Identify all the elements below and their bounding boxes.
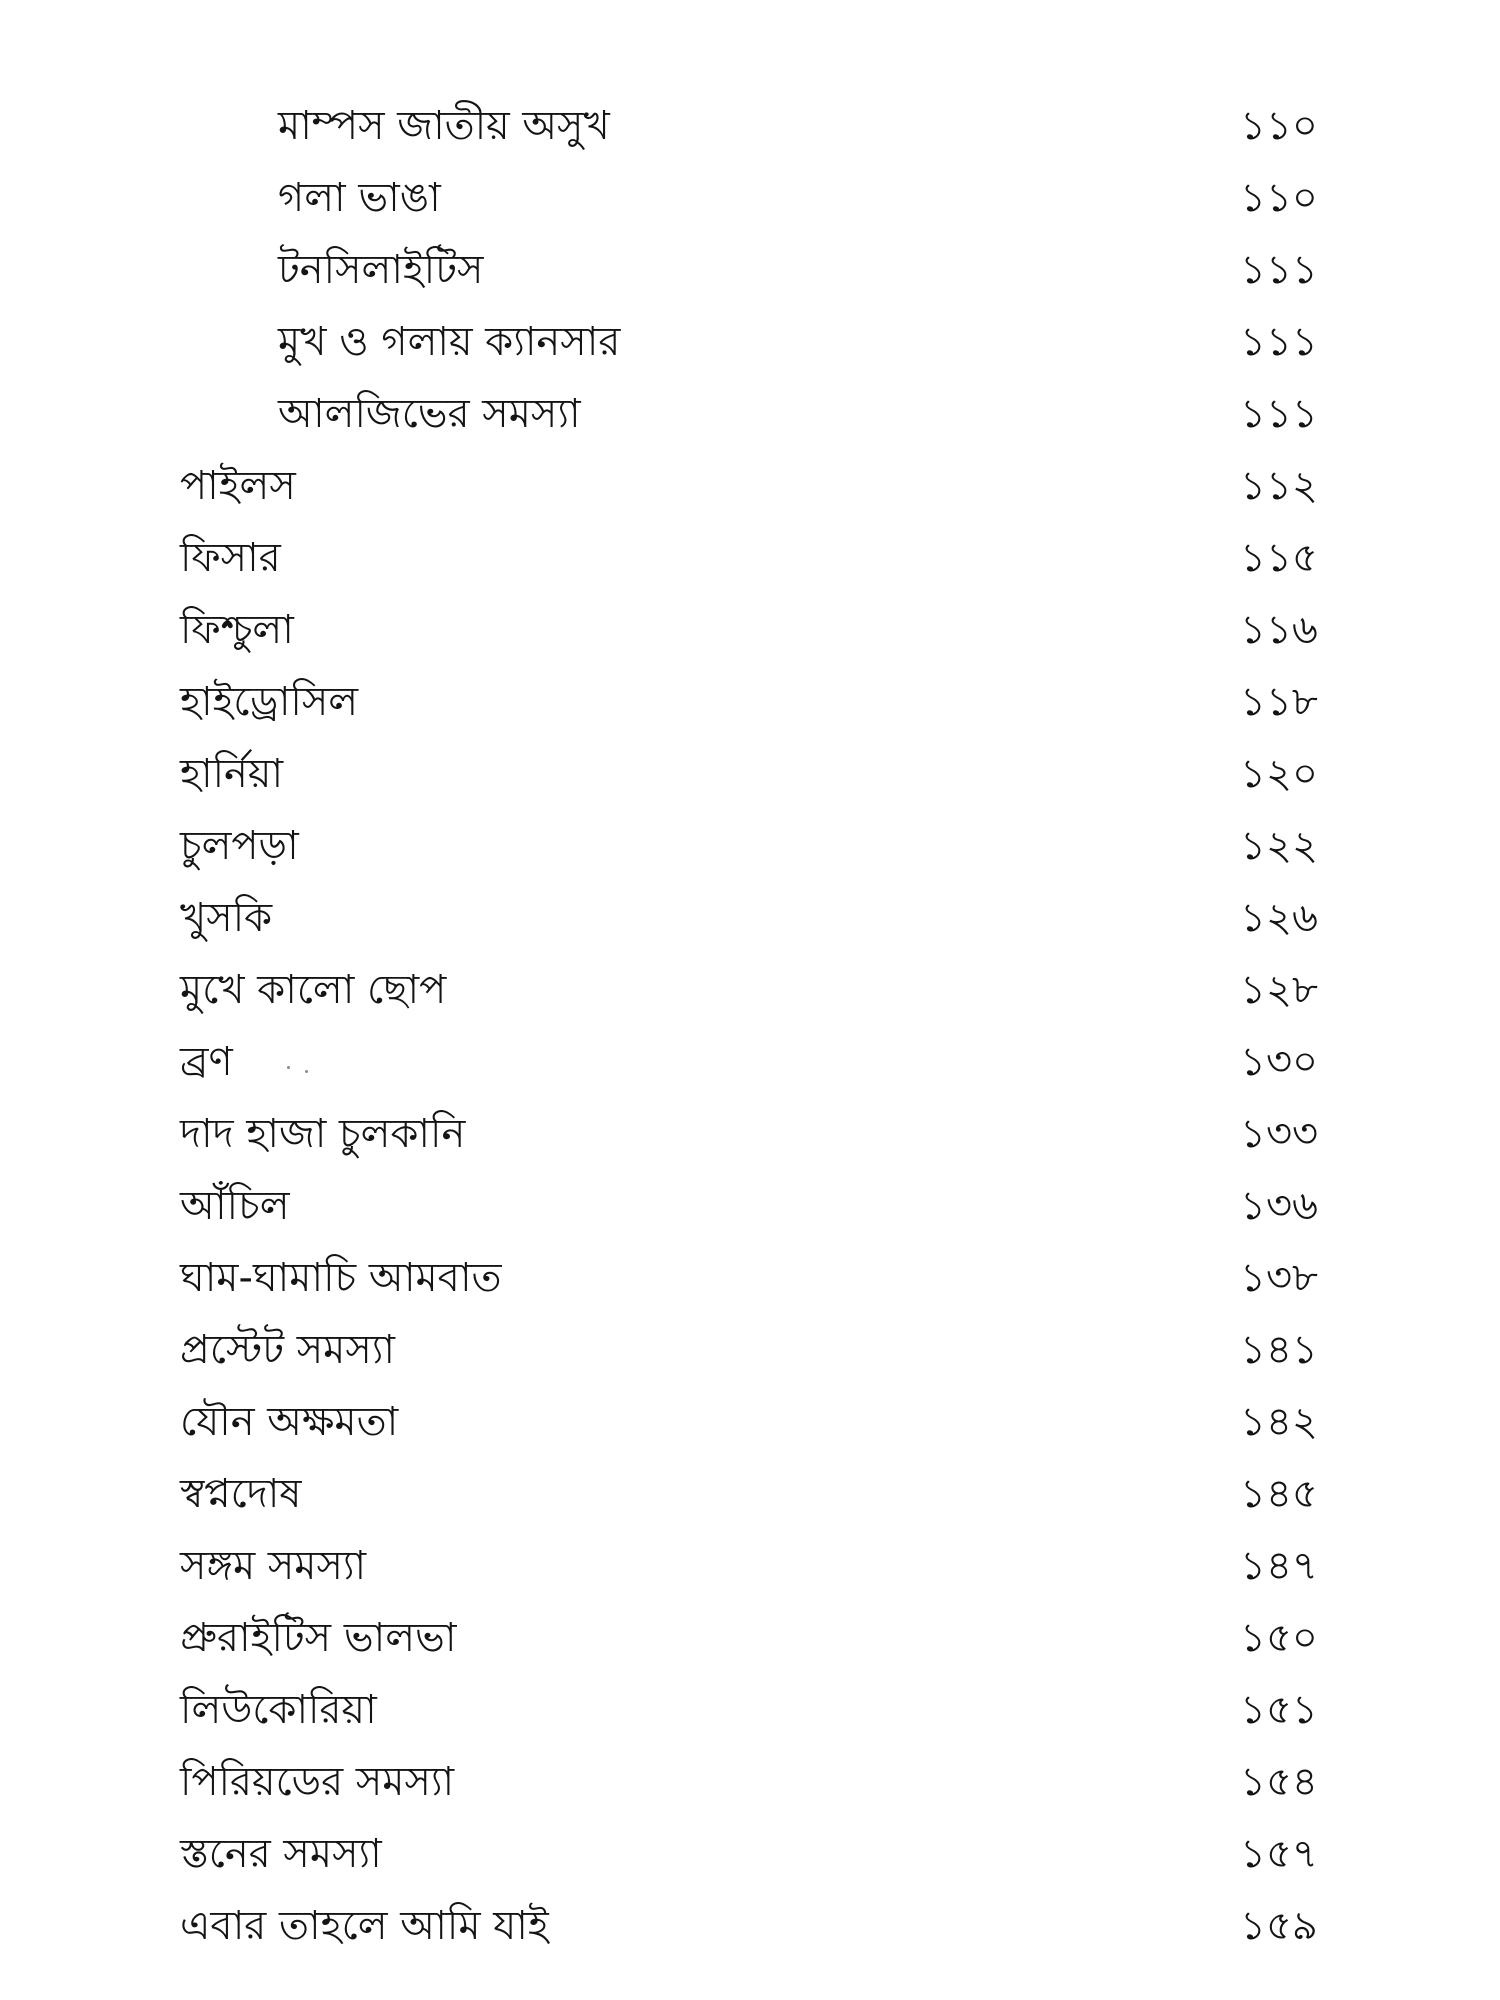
- toc-row: [0, 308, 1500, 380]
- toc-entry-title: খুসকি: [180, 895, 273, 941]
- toc-row: [0, 740, 1500, 812]
- toc-entry-title: এবার তাহলে আমি যাই: [180, 1903, 549, 1949]
- toc-row: [0, 92, 1500, 164]
- toc-row: [0, 1100, 1500, 1172]
- toc-row: [0, 1244, 1500, 1316]
- toc-row: [0, 164, 1500, 236]
- toc-entry-page: ১৫১: [1240, 1687, 1318, 1733]
- toc-entry-page: ১৫৯: [1240, 1903, 1318, 1949]
- toc-row: [0, 1604, 1500, 1676]
- toc-row: [0, 380, 1500, 452]
- toc-entry-title: সঙ্গম সমস্যা: [180, 1543, 367, 1589]
- toc-entry-title: পাইলস: [180, 463, 296, 509]
- toc-entry-title: পিরিয়ডের সমস্যা: [180, 1759, 455, 1805]
- toc-entry-page: ১১০: [1240, 175, 1318, 221]
- toc-row: [0, 1028, 1500, 1100]
- toc-row: [0, 812, 1500, 884]
- toc-entry-title: ফিসার: [180, 535, 281, 581]
- toc-entry-page: ১৫৭: [1240, 1831, 1318, 1877]
- toc-entry-page: ১১২: [1240, 463, 1318, 509]
- toc-row: [0, 1820, 1500, 1892]
- toc-row: [0, 524, 1500, 596]
- toc-row: [0, 884, 1500, 956]
- toc-row: [0, 1532, 1500, 1604]
- toc-entry-page: ১২৮: [1240, 967, 1318, 1013]
- toc-row: [0, 1892, 1500, 1964]
- toc-entry-title: দাদ হাজা চুলকানি: [180, 1111, 466, 1157]
- toc-entry-page: ১৪৭: [1240, 1543, 1318, 1589]
- toc-entry-title: গলা ভাঙা: [278, 175, 441, 221]
- toc-entry-page: ১১১: [1240, 391, 1318, 437]
- toc-entry-title: প্রস্টেট সমস্যা: [180, 1327, 396, 1373]
- toc-row: [0, 956, 1500, 1028]
- toc-entry-title: ঘাম-ঘামাচি আমবাত: [180, 1255, 502, 1301]
- toc-entry-page: ১৩৮: [1240, 1255, 1318, 1301]
- toc-entry-title: ফিশ্চুলা: [180, 607, 294, 653]
- toc-entry-title: মুখ ও গলায় ক্যানসার: [278, 319, 621, 365]
- table-of-contents: [0, 92, 1500, 1964]
- toc-row: [0, 1676, 1500, 1748]
- toc-entry-page: ১৫৪: [1240, 1759, 1318, 1805]
- toc-entry-title: ব্রণ: [180, 1039, 233, 1085]
- toc-entry-page: ১৪২: [1240, 1399, 1318, 1445]
- toc-entry-page: ১১১: [1240, 319, 1318, 365]
- toc-entry-page: ১১১: [1240, 247, 1318, 293]
- toc-entry-page: ১৪১: [1240, 1327, 1318, 1373]
- toc-row: [0, 1460, 1500, 1532]
- toc-entry-title: আঁচিল: [180, 1183, 290, 1229]
- print-speck: [305, 1070, 308, 1073]
- toc-entry-title: স্তনের সমস্যা: [180, 1831, 382, 1877]
- toc-entry-title: হাইড্রোসিল: [180, 679, 359, 725]
- toc-row: [0, 236, 1500, 308]
- toc-entry-title: যৌন অক্ষমতা: [180, 1399, 399, 1445]
- toc-entry-page: ১১০: [1240, 103, 1318, 149]
- toc-entry-title: মাম্পস জাতীয় অসুখ: [278, 103, 610, 149]
- toc-entry-page: ১৩৩: [1240, 1111, 1318, 1157]
- toc-row: [0, 1316, 1500, 1388]
- toc-entry-title: হার্নিয়া: [180, 751, 284, 797]
- toc-row: [0, 1172, 1500, 1244]
- toc-row: [0, 452, 1500, 524]
- toc-entry-page: ১৩০: [1240, 1039, 1318, 1085]
- toc-row: [0, 596, 1500, 668]
- toc-entry-page: ১১৮: [1240, 679, 1318, 725]
- toc-row: [0, 1388, 1500, 1460]
- toc-entry-page: ১৫০: [1240, 1615, 1318, 1661]
- toc-entry-page: ১২২: [1240, 823, 1318, 869]
- toc-entry-page: ১৪৫: [1240, 1471, 1318, 1517]
- toc-entry-title: আলজিভের সমস্যা: [278, 391, 581, 437]
- toc-entry-title: লিউকোরিয়া: [180, 1687, 377, 1733]
- toc-entry-page: ১৩৬: [1240, 1183, 1318, 1229]
- toc-row: [0, 1748, 1500, 1820]
- toc-entry-page: ১১৫: [1240, 535, 1318, 581]
- toc-entry-page: ১২৬: [1240, 895, 1318, 941]
- toc-entry-title: স্বপ্নদোষ: [180, 1471, 302, 1517]
- toc-row: [0, 668, 1500, 740]
- toc-entry-title: টনসিলাইটিস: [278, 247, 484, 293]
- toc-entry-page: ১১৬: [1240, 607, 1318, 653]
- toc-entry-title: চুলপড়া: [180, 823, 299, 869]
- print-speck: [287, 1066, 290, 1069]
- toc-entry-page: ১২০: [1240, 751, 1318, 797]
- toc-entry-title: মুখে কালো ছোপ: [180, 967, 447, 1013]
- toc-entry-title: প্রুরাইটিস ভালভা: [180, 1615, 457, 1661]
